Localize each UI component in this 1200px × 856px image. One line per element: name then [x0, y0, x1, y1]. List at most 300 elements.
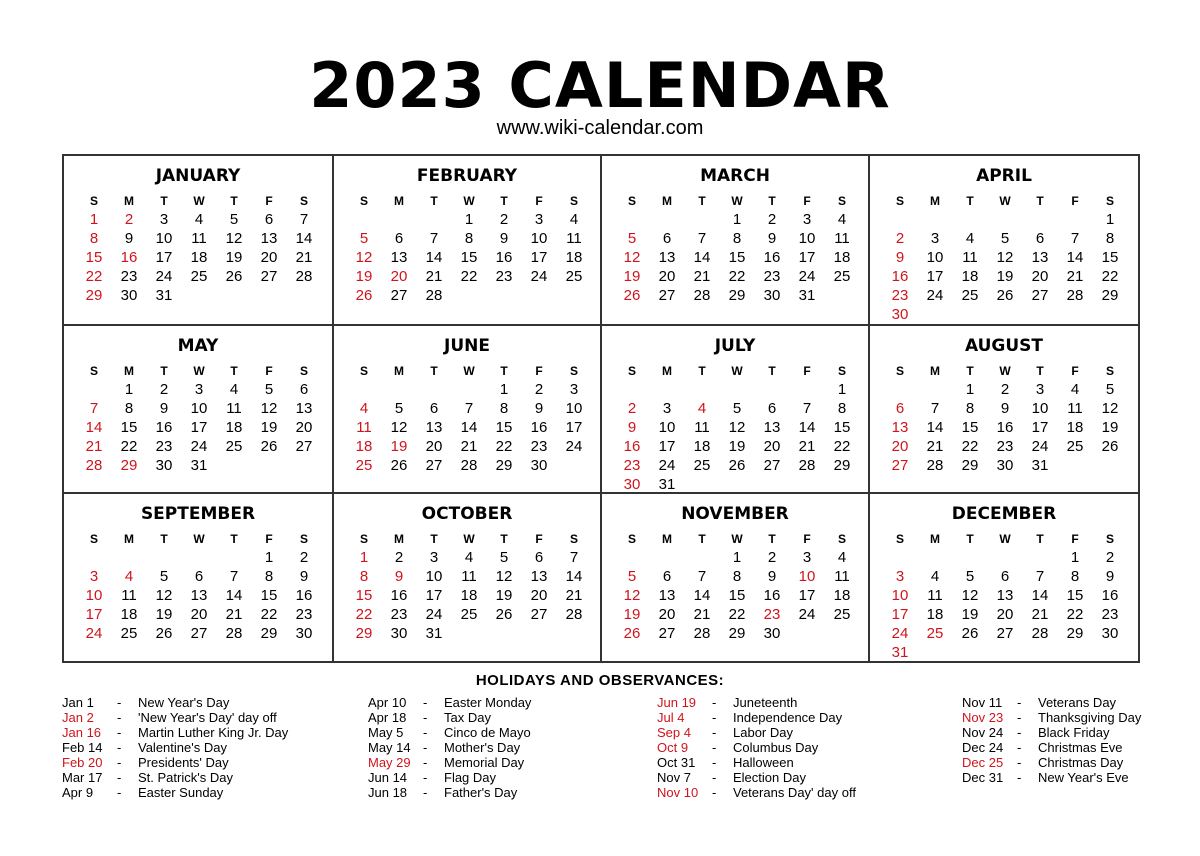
holiday-dash: -: [712, 725, 717, 740]
day-cell: 5: [1000, 230, 1010, 247]
holiday-dash: -: [423, 770, 428, 785]
month-name: OCTOBER: [421, 504, 513, 524]
day-cell: 4: [697, 400, 707, 417]
day-cell: 10: [798, 230, 816, 247]
day-cell: 3: [1035, 381, 1045, 398]
holiday-date: Oct 31: [657, 755, 696, 770]
day-cell: 2: [627, 400, 637, 417]
month-october: [332, 492, 600, 661]
day-cell: 29: [833, 457, 851, 474]
weekday-label: T: [966, 532, 974, 546]
day-cell: 10: [530, 230, 548, 247]
month-name: MARCH: [700, 166, 770, 186]
day-cell: 28: [798, 457, 816, 474]
day-cell: 31: [1031, 457, 1049, 474]
day-cell: 1: [1105, 211, 1115, 228]
holiday-item: [962, 755, 1192, 770]
holiday-date: Nov 7: [657, 770, 691, 785]
month-name: JULY: [714, 336, 756, 356]
day-cell: 11: [461, 568, 477, 585]
holiday-date: Dec 25: [962, 755, 1004, 770]
day-cell: 10: [190, 400, 208, 417]
day-cell: 4: [837, 211, 847, 228]
day-cell: 22: [833, 438, 851, 455]
weekday-label: M: [394, 364, 404, 378]
weekday-label: T: [430, 194, 438, 208]
day-cell: 20: [190, 606, 208, 623]
day-cell: 3: [662, 400, 672, 417]
weekday-label: T: [768, 532, 776, 546]
day-cell: 21: [425, 268, 443, 285]
day-cell: 21: [1031, 606, 1049, 623]
day-cell: 27: [390, 287, 408, 304]
weekday-label: T: [500, 532, 508, 546]
weekday-label: S: [359, 194, 368, 208]
day-cell: 12: [623, 587, 641, 604]
day-cell: 15: [260, 587, 278, 604]
weekday-label: F: [535, 364, 543, 378]
month-name: APRIL: [976, 166, 1032, 186]
weekday-label: M: [662, 532, 672, 546]
day-cell: 4: [124, 568, 134, 585]
day-cell: 17: [190, 419, 208, 436]
day-cell: 11: [226, 400, 242, 417]
day-cell: 26: [390, 457, 408, 474]
day-cell: 16: [1101, 587, 1119, 604]
day-cell: 17: [798, 249, 816, 266]
day-cell: 5: [627, 568, 637, 585]
day-cell: 25: [1066, 438, 1084, 455]
day-cell: 19: [355, 268, 373, 285]
weekday-label: W: [731, 532, 743, 546]
day-cell: 22: [85, 268, 103, 285]
day-cell: 23: [763, 606, 781, 623]
day-cell: 15: [833, 419, 851, 436]
day-cell: 5: [1105, 381, 1115, 398]
day-cell: 28: [425, 287, 443, 304]
day-cell: 3: [930, 230, 940, 247]
day-cell: 31: [658, 476, 676, 493]
day-cell: 22: [961, 438, 979, 455]
day-cell: 5: [627, 230, 637, 247]
day-cell: 5: [264, 381, 274, 398]
day-cell: 14: [926, 419, 944, 436]
holiday-dash: -: [1017, 710, 1022, 725]
day-cell: 31: [425, 625, 443, 642]
day-cell: 30: [390, 625, 408, 642]
day-cell: 26: [623, 287, 641, 304]
holiday-item: [368, 770, 598, 785]
day-cell: 2: [534, 381, 544, 398]
holiday-item: [657, 785, 887, 800]
day-cell: 27: [260, 268, 278, 285]
day-cell: 23: [530, 438, 548, 455]
month-september: [64, 492, 332, 661]
day-cell: 8: [499, 400, 509, 417]
day-cell: 28: [460, 457, 478, 474]
day-cell: 3: [895, 568, 905, 585]
day-cell: 31: [891, 644, 909, 661]
day-cell: 17: [658, 438, 676, 455]
day-cell: 10: [155, 230, 173, 247]
day-cell: 29: [961, 457, 979, 474]
day-cell: 10: [425, 568, 443, 585]
day-cell: 6: [299, 381, 309, 398]
holiday-item: [962, 695, 1192, 710]
weekday-label: T: [698, 364, 706, 378]
day-cell: 13: [295, 400, 313, 417]
day-cell: 18: [926, 606, 944, 623]
day-cell: 15: [728, 249, 746, 266]
weekday-label: T: [1036, 194, 1044, 208]
holiday-item: [368, 725, 598, 740]
weekday-label: M: [662, 364, 672, 378]
day-cell: 27: [190, 625, 208, 642]
day-cell: 3: [534, 211, 544, 228]
day-cell: 4: [965, 230, 975, 247]
holiday-dash: -: [423, 740, 428, 755]
holiday-item: [62, 770, 292, 785]
holiday-dash: -: [712, 740, 717, 755]
weekday-label: T: [1036, 532, 1044, 546]
day-cell: 9: [767, 230, 777, 247]
holiday-name: Labor Day: [733, 725, 793, 740]
day-cell: 14: [85, 419, 103, 436]
holiday-date: Feb 14: [62, 740, 103, 755]
weekday-label: S: [1105, 364, 1114, 378]
day-cell: 26: [728, 457, 746, 474]
day-cell: 18: [1066, 419, 1084, 436]
holiday-item: [368, 755, 598, 770]
holiday-date: Nov 24: [962, 725, 1004, 740]
day-cell: 3: [802, 549, 812, 566]
day-cell: 28: [565, 606, 583, 623]
day-cell: 20: [530, 587, 548, 604]
holiday-name: Black Friday: [1038, 725, 1110, 740]
day-cell: 21: [926, 438, 944, 455]
weekday-label: T: [230, 364, 238, 378]
day-cell: 21: [693, 606, 711, 623]
weekday-label: M: [394, 194, 404, 208]
day-cell: 11: [121, 587, 137, 604]
weekday-label: F: [265, 532, 273, 546]
day-cell: 4: [194, 211, 204, 228]
month-april: [868, 156, 1138, 324]
day-cell: 24: [85, 625, 103, 642]
day-cell: 15: [355, 587, 373, 604]
holiday-name: Presidents' Day: [138, 755, 229, 770]
day-cell: 14: [460, 419, 478, 436]
day-cell: 10: [798, 568, 816, 585]
day-cell: 3: [159, 211, 169, 228]
day-cell: 14: [565, 568, 583, 585]
weekday-label: S: [627, 194, 636, 208]
day-cell: 21: [798, 438, 816, 455]
day-cell: 17: [530, 249, 548, 266]
day-cell: 1: [732, 549, 742, 566]
day-cell: 29: [355, 625, 373, 642]
day-cell: 7: [697, 230, 707, 247]
day-cell: 10: [926, 249, 944, 266]
day-cell: 20: [1031, 268, 1049, 285]
day-cell: 6: [394, 230, 404, 247]
day-cell: 24: [155, 268, 173, 285]
weekday-label: T: [768, 194, 776, 208]
holiday-date: Jan 2: [62, 710, 94, 725]
day-cell: 7: [89, 400, 99, 417]
day-cell: 20: [763, 438, 781, 455]
day-cell: 15: [1066, 587, 1084, 604]
day-cell: 7: [697, 568, 707, 585]
day-cell: 14: [425, 249, 443, 266]
day-cell: 13: [530, 568, 548, 585]
day-cell: 5: [229, 211, 239, 228]
day-cell: 4: [359, 400, 369, 417]
day-cell: 23: [295, 606, 313, 623]
day-cell: 17: [425, 587, 443, 604]
weekday-label: F: [1071, 532, 1079, 546]
month-november: [600, 492, 868, 661]
weekday-label: W: [463, 532, 475, 546]
day-cell: 16: [295, 587, 313, 604]
weekday-label: S: [1105, 194, 1114, 208]
day-cell: 28: [225, 625, 243, 642]
day-cell: 19: [225, 249, 243, 266]
day-cell: 5: [359, 230, 369, 247]
day-cell: 1: [464, 211, 474, 228]
day-cell: 13: [1031, 249, 1049, 266]
holiday-dash: -: [712, 755, 717, 770]
holiday-name: Mother's Day: [444, 740, 521, 755]
day-cell: 16: [495, 249, 513, 266]
day-cell: 10: [565, 400, 583, 417]
holiday-item: [657, 695, 887, 710]
day-cell: 23: [390, 606, 408, 623]
holiday-item: [657, 740, 887, 755]
day-cell: 24: [658, 457, 676, 474]
day-cell: 28: [295, 268, 313, 285]
day-cell: 10: [85, 587, 103, 604]
day-cell: 18: [190, 249, 208, 266]
day-cell: 28: [1031, 625, 1049, 642]
day-cell: 6: [429, 400, 439, 417]
holiday-name: Easter Monday: [444, 695, 532, 710]
holiday-dash: -: [1017, 695, 1022, 710]
day-cell: 9: [767, 568, 777, 585]
day-cell: 11: [834, 568, 850, 585]
day-cell: 27: [996, 625, 1014, 642]
holiday-dash: -: [423, 710, 428, 725]
day-cell: 1: [837, 381, 847, 398]
day-cell: 25: [120, 625, 138, 642]
day-cell: 16: [623, 438, 641, 455]
weekday-label: S: [837, 194, 846, 208]
weekday-label: W: [999, 532, 1011, 546]
month-name: DECEMBER: [951, 504, 1057, 524]
day-cell: 6: [895, 400, 905, 417]
day-cell: 27: [295, 438, 313, 455]
day-cell: 11: [191, 230, 207, 247]
holiday-name: Valentine's Day: [138, 740, 227, 755]
holiday-name: Veterans Day: [1038, 695, 1117, 710]
weekday-label: F: [535, 532, 543, 546]
day-cell: 13: [260, 230, 278, 247]
holiday-date: Jun 19: [657, 695, 697, 710]
holiday-date: Sep 4: [657, 725, 691, 740]
day-cell: 13: [996, 587, 1014, 604]
day-cell: 6: [1000, 568, 1010, 585]
day-cell: 28: [1066, 287, 1084, 304]
day-cell: 1: [264, 549, 274, 566]
holiday-item: [62, 755, 292, 770]
day-cell: 17: [926, 268, 944, 285]
holiday-name: Cinco de Mayo: [444, 725, 531, 740]
day-cell: 9: [159, 400, 169, 417]
holiday-name: Thanksgiving Day: [1038, 710, 1142, 725]
day-cell: 19: [495, 587, 513, 604]
holiday-date: Oct 9: [657, 740, 689, 755]
day-cell: 8: [837, 400, 847, 417]
holiday-dash: -: [117, 725, 122, 740]
day-cell: 22: [495, 438, 513, 455]
day-cell: 25: [225, 438, 243, 455]
day-cell: 6: [194, 568, 204, 585]
month-march: [600, 156, 868, 324]
day-cell: 11: [834, 230, 850, 247]
day-cell: 24: [926, 287, 944, 304]
holiday-dash: -: [423, 755, 428, 770]
weekday-label: S: [359, 364, 368, 378]
day-cell: 10: [891, 587, 909, 604]
holiday-item: [657, 770, 887, 785]
day-cell: 24: [425, 606, 443, 623]
day-cell: 9: [394, 568, 404, 585]
day-cell: 30: [1101, 625, 1119, 642]
holiday-name: Tax Day: [444, 710, 491, 725]
day-cell: 6: [1035, 230, 1045, 247]
month-name: SEPTEMBER: [140, 504, 256, 524]
weekday-label: W: [193, 364, 205, 378]
day-cell: 7: [1035, 568, 1045, 585]
holiday-date: Mar 17: [62, 770, 103, 785]
weekday-label: W: [731, 364, 743, 378]
day-cell: 5: [159, 568, 169, 585]
month-name: MAY: [177, 336, 219, 356]
day-cell: 18: [355, 438, 373, 455]
day-cell: 18: [961, 268, 979, 285]
day-cell: 8: [264, 568, 274, 585]
day-cell: 14: [1066, 249, 1084, 266]
day-cell: 17: [565, 419, 583, 436]
day-cell: 6: [534, 549, 544, 566]
day-cell: 12: [225, 230, 243, 247]
holiday-dash: -: [1017, 740, 1022, 755]
day-cell: 18: [120, 606, 138, 623]
day-cell: 26: [260, 438, 278, 455]
day-cell: 28: [85, 457, 103, 474]
holiday-dash: -: [712, 710, 717, 725]
weekday-label: T: [1036, 364, 1044, 378]
day-cell: 11: [962, 249, 978, 266]
day-cell: 30: [996, 457, 1014, 474]
day-cell: 14: [295, 230, 313, 247]
holiday-date: Feb 20: [62, 755, 103, 770]
month-august: [868, 324, 1138, 492]
day-cell: 8: [965, 400, 975, 417]
holiday-name: Flag Day: [444, 770, 497, 785]
weekday-label: T: [230, 194, 238, 208]
weekday-label: S: [89, 194, 98, 208]
weekday-label: M: [930, 194, 940, 208]
day-cell: 2: [1000, 381, 1010, 398]
month-name: FEBRUARY: [416, 166, 518, 186]
day-cell: 9: [895, 249, 905, 266]
holiday-dash: -: [117, 695, 122, 710]
day-cell: 8: [732, 230, 742, 247]
holiday-name: Easter Sunday: [138, 785, 224, 800]
day-cell: 5: [732, 400, 742, 417]
day-cell: 28: [926, 457, 944, 474]
day-cell: 7: [930, 400, 940, 417]
day-cell: 17: [155, 249, 173, 266]
holiday-item: [62, 725, 292, 740]
holiday-column: [657, 695, 887, 800]
day-cell: 16: [390, 587, 408, 604]
day-cell: 2: [394, 549, 404, 566]
day-cell: 9: [499, 230, 509, 247]
day-cell: 13: [658, 249, 676, 266]
day-cell: 30: [623, 476, 641, 493]
day-cell: 4: [464, 549, 474, 566]
day-cell: 11: [1067, 400, 1083, 417]
day-cell: 23: [155, 438, 173, 455]
day-cell: 28: [693, 625, 711, 642]
holiday-item: [368, 785, 598, 800]
day-cell: 29: [728, 625, 746, 642]
weekday-label: T: [430, 532, 438, 546]
day-cell: 2: [124, 211, 134, 228]
day-cell: 4: [569, 211, 579, 228]
weekday-label: T: [698, 532, 706, 546]
day-cell: 26: [495, 606, 513, 623]
day-cell: 12: [260, 400, 278, 417]
day-cell: 14: [693, 249, 711, 266]
weekday-label: T: [768, 364, 776, 378]
day-cell: 16: [763, 249, 781, 266]
day-cell: 29: [1066, 625, 1084, 642]
holiday-dash: -: [712, 695, 717, 710]
weekday-label: M: [930, 532, 940, 546]
holiday-item: [962, 710, 1192, 725]
weekday-label: M: [124, 532, 134, 546]
day-cell: 4: [229, 381, 239, 398]
day-cell: 21: [693, 268, 711, 285]
day-cell: 30: [120, 287, 138, 304]
holiday-date: Jan 1: [62, 695, 94, 710]
weekday-label: M: [124, 364, 134, 378]
holiday-column: [962, 695, 1192, 785]
day-cell: 26: [961, 625, 979, 642]
day-cell: 11: [566, 230, 582, 247]
day-cell: 17: [891, 606, 909, 623]
day-cell: 18: [565, 249, 583, 266]
holiday-item: [657, 755, 887, 770]
day-cell: 16: [530, 419, 548, 436]
day-cell: 2: [767, 549, 777, 566]
day-cell: 21: [295, 249, 313, 266]
day-cell: 25: [190, 268, 208, 285]
holiday-name: Father's Day: [444, 785, 518, 800]
